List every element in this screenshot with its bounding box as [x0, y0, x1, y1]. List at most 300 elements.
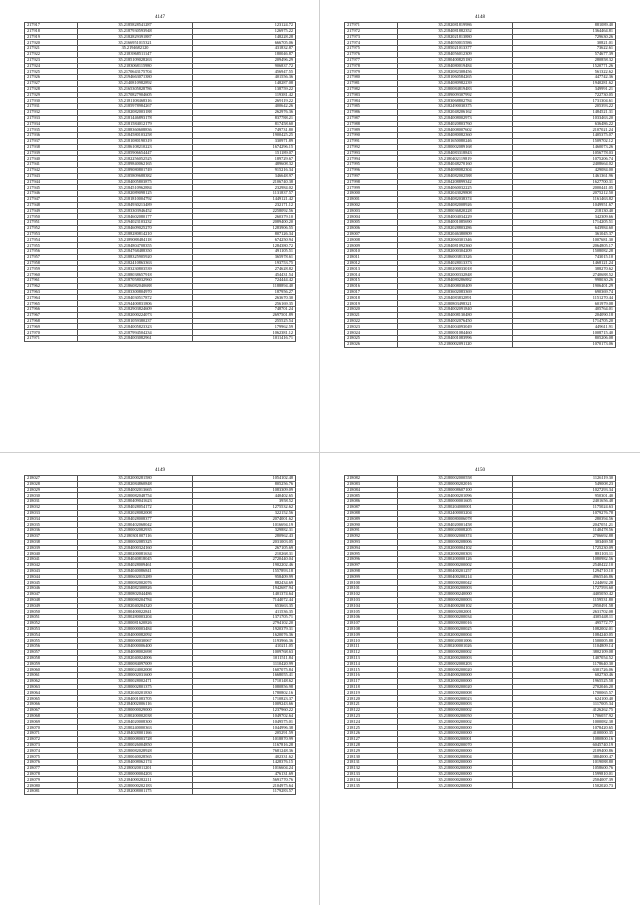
amount-cell: 361045.37 — [513, 231, 616, 237]
record-id-cell: 218019 — [345, 301, 398, 307]
coordinate-cell: 35.2184083832891 — [398, 295, 513, 301]
record-id-cell: 218027 — [25, 476, 78, 482]
amount-cell: 1070173.06 — [513, 341, 616, 347]
amount-cell: 1294710.10 — [513, 568, 616, 574]
amount-cell: 549008.23 — [513, 481, 616, 487]
coordinate-cell: 35.2182256052525 — [78, 156, 193, 162]
record-id-cell: 218041 — [25, 557, 78, 563]
coordinate-cell: 35.2180000200001 — [398, 736, 513, 742]
record-id-cell: 218083 — [345, 481, 398, 487]
amount-cell: 267105.69 — [193, 545, 296, 551]
data-table — [344, 475, 616, 789]
record-id-cell: 218122 — [345, 707, 398, 713]
amount-cell: 119381.42 — [193, 92, 296, 98]
coordinate-cell: 35.2182082003188 — [78, 109, 193, 115]
record-id-cell: 217968 — [25, 318, 78, 324]
coordinate-cell: 35.2184002076450 — [398, 318, 513, 324]
coordinate-cell: 35.2183230803539 — [78, 266, 193, 272]
coordinate-cell: 35.2183303946452 — [78, 208, 193, 214]
coordinate-cell: 35.2187994504234 — [78, 330, 193, 336]
coordinate-cell: 35.2182040024006 — [78, 655, 193, 661]
record-id-cell: 217962 — [25, 283, 78, 289]
record-id-cell: 217927 — [25, 80, 78, 86]
amount-cell: 2504007.39 — [513, 777, 616, 783]
record-id-cell: 218067 — [25, 707, 78, 713]
coordinate-cell: 35.2184082038374 — [398, 196, 513, 202]
amount-cell: 1405375.07 — [513, 133, 616, 139]
record-id-cell: 217938 — [25, 144, 78, 150]
record-id-cell: 218020 — [345, 307, 398, 313]
record-id-cell: 217953 — [25, 231, 78, 237]
coordinate-cell: 35.2180400201257 — [398, 568, 513, 574]
amount-cell: 30821.01 — [513, 40, 616, 46]
coordinate-cell: 35.2180000200050 — [398, 713, 513, 719]
amount-cell: 1049951.67 — [513, 202, 616, 208]
coordinate-cell: 35.2180000200000 — [398, 783, 513, 789]
amount-cell: 1449121.42 — [193, 196, 296, 202]
amount-cell: 1131837.57 — [193, 191, 296, 197]
amount-cell: 1058600.76 — [513, 765, 616, 771]
amount-cell: 1468121.24 — [513, 260, 616, 266]
coordinate-cell: 35.2184768488350 — [78, 249, 193, 255]
record-id-cell: 217954 — [25, 237, 78, 243]
amount-cell: 1902202.46 — [193, 562, 296, 568]
amount-cell: 6301726.06 — [513, 667, 616, 673]
record-id-cell: 218080 — [25, 783, 78, 789]
record-id-cell: 218062 — [25, 678, 78, 684]
amount-cell: 138759.22 — [193, 86, 296, 92]
record-id-cell: 218089 — [345, 516, 398, 522]
amount-cell: 180046.87 — [193, 51, 296, 57]
coordinate-cell: 35.2185978984267 — [78, 104, 193, 110]
amount-cell: 1668055.41 — [193, 673, 296, 679]
coordinate-cell: 35.2184028009461 — [78, 562, 193, 568]
coordinate-cell: 35.2170643175704 — [78, 69, 193, 75]
record-id-cell: 218011 — [345, 254, 398, 260]
coordinate-cell: 35.2184510962884 — [78, 185, 193, 191]
amount-cell: 1706057.92 — [513, 713, 616, 719]
record-id-cell: 217999 — [345, 185, 398, 191]
coordinate-cell: 35.2180000200003 — [398, 702, 513, 708]
coordinate-cell: 35.2182000200000 — [398, 678, 513, 684]
coordinate-cell: 35.2180024002008 — [78, 667, 193, 673]
amount-cell: 1016694.19 — [193, 522, 296, 528]
record-id-cell: 217987 — [345, 115, 398, 121]
coordinate-cell: 35.2180002085325 — [78, 539, 193, 545]
coordinate-cell: 35.2183968511147 — [78, 51, 193, 57]
coordinate-cell: 35.2186082040688 — [78, 283, 193, 289]
record-id-cell: 218014 — [345, 272, 398, 278]
amount-cell: 1725230.09 — [513, 545, 616, 551]
amount-cell: 400642.26 — [193, 104, 296, 110]
coordinate-cell: 35.2183068802784 — [398, 98, 513, 104]
record-id-cell: 218120 — [345, 696, 398, 702]
amount-cell: 2064805.17 — [513, 243, 616, 249]
amount-cell: 837788.21 — [193, 115, 296, 121]
record-id-cell: 217920 — [25, 40, 78, 46]
amount-cell: 1084240.05 — [513, 632, 616, 638]
amount-cell: 1700065.57 — [513, 690, 616, 696]
coordinate-cell: 35.2187930593948 — [78, 28, 193, 34]
record-id-cell: 218063 — [25, 684, 78, 690]
record-id-cell: 218126 — [345, 731, 398, 737]
record-id-cell: 217922 — [25, 51, 78, 57]
record-id-cell: 217982 — [345, 86, 398, 92]
record-id-cell: 217963 — [25, 289, 78, 295]
coordinate-cell: 35.2182000200303 — [398, 551, 513, 557]
record-id-cell: 217969 — [25, 324, 78, 330]
coordinate-cell: 35.2194663071380 — [78, 75, 193, 81]
amount-cell: 1502020.73 — [513, 783, 616, 789]
coordinate-cell: 35.2185021013377 — [398, 46, 513, 52]
record-id-cell: 217986 — [345, 109, 398, 115]
coordinate-cell: 35.2180002801375 — [78, 684, 193, 690]
amount-cell: 1460073.26 — [513, 144, 616, 150]
coordinate-cell: 35.2184000200102 — [398, 603, 513, 609]
record-id-cell: 218040 — [25, 551, 78, 557]
record-id-cell: 218134 — [345, 777, 398, 783]
coordinate-cell: 35.2180000200000 — [398, 765, 513, 771]
amount-cell: 1033463.20 — [513, 115, 616, 121]
record-id-cell: 218064 — [25, 690, 78, 696]
coordinate-cell: 35.2184002006116 — [78, 702, 193, 708]
amount-cell: 1140478.56 — [513, 528, 616, 534]
amount-cell: 495772.77 — [513, 620, 616, 626]
record-id-cell: 218054 — [25, 632, 78, 638]
record-id-cell: 218026 — [345, 341, 398, 347]
record-id-cell: 218035 — [25, 522, 78, 528]
record-id-cell: 218133 — [345, 771, 398, 777]
coordinate-cell: 35.2180000200002 — [398, 649, 513, 655]
amount-cell: 1016604.24 — [193, 765, 296, 771]
coordinate-cell: 35.2180000200023 — [398, 696, 513, 702]
record-id-cell: 217918 — [25, 28, 78, 34]
coordinate-cell: 35.2184080982239 — [398, 80, 513, 86]
coordinate-cell: 35.2183068115980 — [78, 63, 193, 69]
amount-cell: 1159531.80 — [513, 597, 616, 603]
coordinate-cell: 35.2184028054172 — [78, 504, 193, 510]
page-number: 4149 — [155, 468, 165, 473]
amount-cell: 601979.08 — [513, 301, 616, 307]
record-id-cell: 218066 — [25, 702, 78, 708]
amount-cell: 189729.67 — [193, 156, 296, 162]
amount-cell: 1075206.74 — [513, 156, 616, 162]
amount-cell: 636486.22 — [513, 121, 616, 127]
coordinate-cell: 35.2181650080246 — [398, 138, 513, 144]
amount-cell: 7144072.44 — [193, 597, 296, 603]
record-id-cell: 218106 — [345, 615, 398, 621]
record-id-cell: 217958 — [25, 260, 78, 266]
record-id-cell: 218045 — [25, 580, 78, 586]
record-id-cell: 217951 — [25, 220, 78, 226]
coordinate-cell: 35.2188360608836 — [78, 127, 193, 133]
coordinate-cell: 35.2183602083369 — [398, 289, 513, 295]
coordinate-cell: 35.2180200081634 — [78, 551, 193, 557]
amount-cell: 624100.40 — [513, 696, 616, 702]
record-id-cell: 218078 — [25, 771, 78, 777]
coordinate-cell: 35.2184028008377 — [78, 516, 193, 522]
amount-cell: 1500005.88 — [513, 638, 616, 644]
coordinate-cell: 35.2180200033018 — [398, 266, 513, 272]
amount-cell: 2104975.64 — [193, 783, 296, 789]
amount-cell: 342309.66 — [513, 214, 616, 220]
coordinate-cell: 35.2180002000203 — [398, 661, 513, 667]
record-id-cell: 217970 — [25, 330, 78, 336]
coordinate-cell: 35.2184005803875 — [78, 179, 193, 185]
amount-cell: 881103.11 — [513, 551, 616, 557]
amount-cell: 3958.52 — [193, 499, 296, 505]
amount-cell: 1080800.16 — [513, 736, 616, 742]
coordinate-cell: 35.2181446893178 — [78, 115, 193, 121]
amount-cell: 1906401.29 — [513, 283, 616, 289]
amount-cell: 807126.34 — [193, 231, 296, 237]
record-id-cell: 218049 — [25, 603, 78, 609]
amount-cell: 2408664.02 — [513, 162, 616, 168]
record-id-cell: 218029 — [25, 487, 78, 493]
coordinate-cell: 35.2184080082360 — [398, 133, 513, 139]
amount-cell: 2074001.62 — [193, 516, 296, 522]
record-id-cell: 217980 — [345, 75, 398, 81]
record-id-cell: 218112 — [345, 649, 398, 655]
amount-cell: 232984.02 — [193, 185, 296, 191]
record-id-cell: 218109 — [345, 632, 398, 638]
record-id-cell: 217984 — [345, 98, 398, 104]
coordinate-cell: 35.2182008001175 — [78, 789, 193, 795]
record-id-cell: 218129 — [345, 748, 398, 754]
amount-cell: 817458.60 — [193, 121, 296, 127]
record-id-cell: 218042 — [25, 562, 78, 568]
amount-cell: 2258092.56 — [193, 208, 296, 214]
coordinate-cell: 35.2184930213489 — [78, 202, 193, 208]
amount-cell: 1940281.62 — [513, 80, 616, 86]
amount-cell: 1371705.71 — [193, 615, 296, 621]
amount-cell: 958409.99 — [193, 574, 296, 580]
amount-cell: 1620076.36 — [193, 632, 296, 638]
amount-cell: 1117005.34 — [513, 702, 616, 708]
coordinate-cell: 35.2184060032225 — [398, 185, 513, 191]
amount-cell: 643984.60 — [513, 225, 616, 231]
coordinate-cell: 35.2184020008300 — [78, 719, 193, 725]
amount-cell: 1599810.01 — [513, 771, 616, 777]
coordinate-cell: 35.2180020011201 — [78, 765, 193, 771]
amount-cell: 1082002.01 — [513, 626, 616, 632]
amount-cell: 1520771.26 — [513, 63, 616, 69]
page-number: 4147 — [155, 15, 165, 20]
amount-cell: 148228.28 — [193, 34, 296, 40]
coordinate-cell: 35.2184001085690 — [398, 220, 513, 226]
page-bottom-right — [330, 453, 630, 905]
coordinate-cell: 35.2180002031600 — [78, 673, 193, 679]
record-id-cell: 217976 — [345, 51, 398, 57]
record-id-cell: 217931 — [25, 104, 78, 110]
coordinate-cell: 35.2182043029808 — [398, 191, 513, 197]
amount-cell: 805206.08 — [513, 336, 616, 342]
coordinate-cell: 35.2181108468316 — [78, 98, 193, 104]
amount-cell: 653663.35 — [193, 603, 296, 609]
coordinate-cell: 35.2180400022841 — [78, 609, 193, 615]
amount-cell: 429084.00 — [513, 167, 616, 173]
table-row — [25, 789, 296, 795]
amount-cell: 454431.54 — [193, 272, 296, 278]
amount-cell: 1080856.98 — [193, 684, 296, 690]
amount-cell: 1007681.30 — [513, 237, 616, 243]
amount-cell: 2109400.86 — [513, 748, 616, 754]
record-id-cell: 218105 — [345, 609, 398, 615]
record-id-cell: 218130 — [345, 754, 398, 760]
record-id-cell: 217936 — [25, 133, 78, 139]
amount-cell: 1178640.30 — [513, 661, 616, 667]
amount-cell: 2000441.05 — [513, 185, 616, 191]
record-id-cell: 218009 — [345, 243, 398, 249]
page-number: 4148 — [475, 15, 485, 20]
amount-cell: 1461361.96 — [513, 173, 616, 179]
record-id-cell: 218038 — [25, 539, 78, 545]
coordinate-cell: 35.2184003082961 — [78, 336, 193, 342]
amount-cell: 205291.59 — [193, 731, 296, 737]
record-id-cell: 218111 — [345, 644, 398, 650]
record-id-cell: 217995 — [345, 162, 398, 168]
amount-cell: 346648.97 — [193, 173, 296, 179]
record-id-cell: 218107 — [345, 620, 398, 626]
amount-cell: 388270.62 — [513, 266, 616, 272]
coordinate-cell: 35.2186108210223 — [78, 144, 193, 150]
coordinate-cell: 35.2170827904605 — [78, 92, 193, 98]
amount-cell: 2089400.20 — [193, 220, 296, 226]
coordinate-cell: 35.2189009307992 — [398, 92, 513, 98]
record-id-cell: 217961 — [25, 278, 78, 284]
coordinate-cell: 35.2180080204784 — [78, 597, 193, 603]
amount-cell: 1284380.72 — [193, 243, 296, 249]
amount-cell: 5691770.76 — [193, 777, 296, 783]
coordinate-cell: 35.2182903824609 — [78, 307, 193, 313]
amount-cell: 1920379.31 — [193, 626, 296, 632]
record-id-cell: 217945 — [25, 185, 78, 191]
coordinate-cell: 35.2182028082008 — [78, 510, 193, 516]
coordinate-cell: 35.2182048206162 — [398, 109, 513, 115]
record-id-cell: 218121 — [345, 702, 398, 708]
record-id-cell: 217971 — [25, 336, 78, 342]
amount-cell: 1942687.94 — [193, 586, 296, 592]
amount-cell: 204090.18 — [513, 312, 616, 318]
record-id-cell: 217990 — [345, 133, 398, 139]
coordinate-cell: 35.2182046380809 — [398, 231, 513, 237]
record-id-cell: 217956 — [25, 249, 78, 255]
amount-cell: 915216.34 — [193, 167, 296, 173]
record-id-cell: 217948 — [25, 202, 78, 208]
amount-cell: 1484521.31 — [513, 109, 616, 115]
amount-cell: 274628.82 — [193, 266, 296, 272]
coordinate-cell: 35.2166951015321 — [78, 40, 193, 46]
record-id-cell: 217925 — [25, 69, 78, 75]
coordinate-cell: 35.2182000304209 — [398, 249, 513, 255]
amount-cell: 1727593.60 — [513, 586, 616, 592]
coordinate-cell: 35.2180084819483 — [398, 86, 513, 92]
coordinate-cell: 35.2189080801749 — [78, 167, 193, 173]
coordinate-cell: 35.2180002082935 — [78, 528, 193, 534]
coordinate-cell: 35.2182040204320 — [78, 603, 193, 609]
data-table — [24, 475, 296, 795]
amount-cell: 998030.26 — [513, 278, 616, 284]
amount-cell: 329882.31 — [193, 528, 296, 534]
coordinate-cell: 35.2189088484118 — [78, 237, 193, 243]
record-id-cell: 217943 — [25, 173, 78, 179]
record-id-cell: 218061 — [25, 673, 78, 679]
amount-cell: 489608.32 — [193, 162, 296, 168]
record-id-cell: 218001 — [345, 196, 398, 202]
record-id-cell: 218065 — [25, 696, 78, 702]
record-id-cell: 217994 — [345, 156, 398, 162]
coordinate-cell: 35.2184028013373 — [398, 260, 513, 266]
amount-cell: 1049575.01 — [193, 719, 296, 725]
amount-cell: 263670.30 — [193, 295, 296, 301]
amount-cell: 411536.35 — [193, 609, 296, 615]
amount-cell: 2540422.10 — [513, 562, 616, 568]
amount-cell: 1175024.63 — [513, 504, 616, 510]
record-id-cell: 217981 — [345, 80, 398, 86]
coordinate-cell: 35.2180020001006 — [398, 638, 513, 644]
coordinate-cell: 35.2188280814210 — [78, 231, 193, 237]
record-id-cell: 218056 — [25, 644, 78, 650]
record-id-cell: 217967 — [25, 312, 78, 318]
coordinate-cell: 35.2180002089168 — [398, 144, 513, 150]
record-id-cell: 218028 — [25, 481, 78, 487]
record-id-cell: 217993 — [345, 150, 398, 156]
record-id-cell: 218104 — [345, 603, 398, 609]
amount-cell: 123124.72 — [193, 23, 296, 29]
amount-cell: 410211.05 — [193, 644, 296, 650]
coordinate-cell: 35.2182000004102 — [398, 545, 513, 551]
record-id-cell: 218023 — [345, 324, 398, 330]
amount-cell: 1054102.48 — [193, 476, 296, 482]
record-id-cell: 218032 — [25, 504, 78, 510]
amount-cell: 148287.08 — [193, 80, 296, 86]
coordinate-cell: 35.2180240000363 — [78, 725, 193, 731]
amount-cell: 431832.87 — [193, 46, 296, 52]
amount-cell: 1008715.40 — [513, 330, 616, 336]
coordinate-cell: 35.2184008062174 — [78, 760, 193, 766]
coordinate-cell: 35.2194400831806 — [78, 301, 193, 307]
coordinate-cell: 35.2182000332848 — [398, 272, 513, 278]
coordinate-cell: 35.2184081092360 — [398, 243, 513, 249]
coordinate-cell: 35.2184020803760 — [398, 121, 513, 127]
amount-cell: 2631702.08 — [513, 609, 616, 615]
record-id-cell: 217950 — [25, 214, 78, 220]
coordinate-cell: 35.2185828541287 — [78, 23, 193, 29]
coordinate-cell: 35.2184048270160 — [398, 162, 513, 168]
record-id-cell: 218053 — [25, 626, 78, 632]
amount-cell: 1104809.14 — [513, 644, 616, 650]
coordinate-cell: 35.2180020008205 — [398, 528, 513, 534]
record-id-cell: 218031 — [25, 499, 78, 505]
page-top-right — [330, 0, 630, 452]
record-id-cell: 218000 — [345, 191, 398, 197]
amount-cell: 1627700.31 — [513, 179, 616, 185]
amount-cell: 280394.56 — [513, 516, 616, 522]
amount-cell: 401556.36 — [193, 75, 296, 81]
amount-cell: 574677.39 — [513, 51, 616, 57]
record-id-cell: 218043 — [25, 568, 78, 574]
coordinate-cell: 35.2182089098125 — [78, 191, 193, 197]
coordinate-cell: 35.2184004093049 — [398, 324, 513, 330]
coordinate-cell: 35.2189840062165 — [78, 162, 193, 168]
coordinate-cell: 35.2184008002973 — [398, 115, 513, 121]
record-id-cell: 218090 — [345, 522, 398, 528]
amount-cell: 2697501.89 — [193, 312, 296, 318]
coordinate-cell: 35.2180000200004 — [398, 754, 513, 760]
amount-cell: 1283906.55 — [193, 225, 296, 231]
record-id-cell: 218096 — [345, 557, 398, 563]
amount-cell: 2106740.38 — [193, 179, 296, 185]
